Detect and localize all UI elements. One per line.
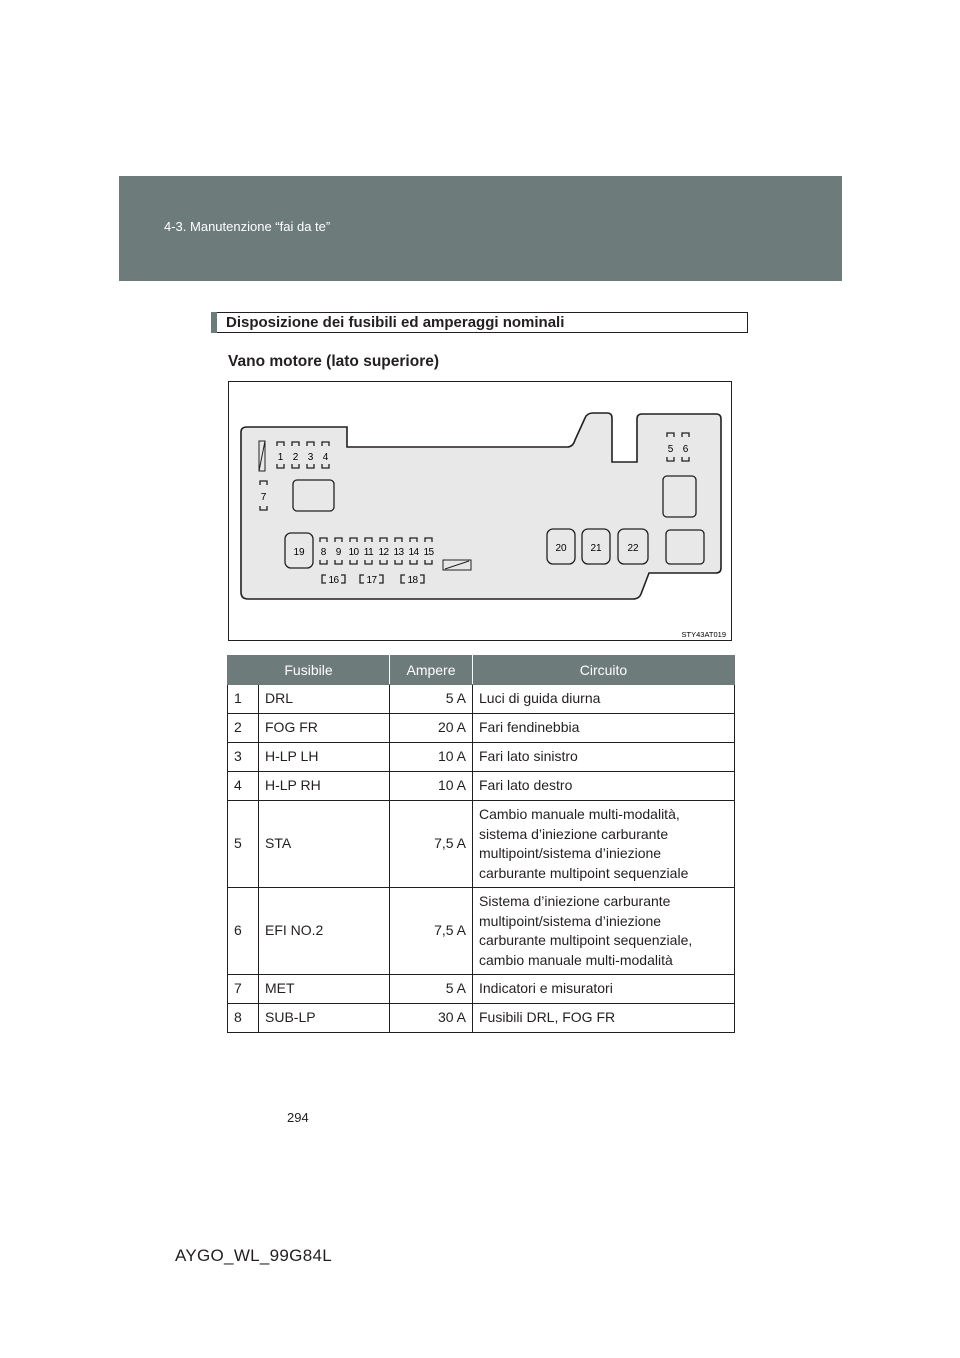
fuse-ampere: 10 A <box>390 743 473 772</box>
table-row <box>228 685 735 714</box>
fuse-circuit <box>473 1004 735 1033</box>
circuit-line: multipoint/sistema d’iniezione <box>479 912 662 929</box>
column-header-circuit: Circuito <box>473 656 735 685</box>
circuit-line: cambio manuale multi-modalità <box>479 951 673 968</box>
fuse-number: 6 <box>228 888 259 975</box>
fuse-number: 2 <box>228 714 259 743</box>
fuse-label-6: 6 <box>682 444 689 455</box>
breadcrumb: 4-3. Manutenzione “fai da te” <box>164 219 331 234</box>
fuse-ampere: 10 A <box>390 772 473 801</box>
fuse-label-11: 11 <box>363 547 374 558</box>
fuse-label-15: 15 <box>423 547 434 558</box>
table-header-row <box>228 656 735 685</box>
fuse-label-4: 4 <box>322 452 329 463</box>
fuse-label-18: 18 <box>407 575 418 586</box>
fuse-name: H-LP LH <box>259 743 390 772</box>
fuse-circuit <box>473 685 735 714</box>
fuse-number: 5 <box>228 801 259 888</box>
circuit-line: multipoint/sistema d’iniezione <box>479 845 662 861</box>
fuse-label-2: 2 <box>292 452 299 463</box>
chapter-header <box>119 176 842 281</box>
fuse-label-17: 17 <box>366 575 377 586</box>
fuse-label-14: 14 <box>408 547 419 558</box>
fuse-number: 4 <box>228 772 259 801</box>
fuse-label-22: 22 <box>627 543 639 554</box>
fuse-name: EFI NO.2 <box>259 888 390 975</box>
figure-code: STY43AT019 <box>681 630 726 639</box>
table-row <box>228 888 735 975</box>
fuse-circuit <box>473 743 735 772</box>
circuit-line: Cambio manuale multi-modalità, <box>479 806 680 822</box>
fuse-ampere: 7,5 A <box>390 801 473 888</box>
page-number: 294 <box>287 1110 309 1125</box>
fuse-label-3: 3 <box>307 452 314 463</box>
fuse-table <box>227 655 735 1033</box>
fuse-number: 1 <box>228 685 259 714</box>
column-header-ampere: Ampere <box>390 656 473 685</box>
fuse-box-housing <box>241 413 721 599</box>
fuse-label-5: 5 <box>667 444 674 455</box>
section-heading-marker <box>211 312 217 333</box>
fuse-ampere: 5 A <box>390 685 473 714</box>
circuit-line: sistema d’iniezione carburante <box>479 825 669 842</box>
circuit-line: Luci di guida diurna <box>479 690 601 707</box>
column-header-fuse: Fusibile <box>228 656 390 685</box>
table-row <box>228 1004 735 1033</box>
fuse-label-12: 12 <box>378 547 389 558</box>
fuse-ampere: 5 A <box>390 975 473 1004</box>
fuse-label-16: 16 <box>328 575 339 586</box>
fuse-circuit <box>473 801 735 888</box>
fuse-label-13: 13 <box>393 547 404 558</box>
circuit-line: Fari lato sinistro <box>479 748 578 765</box>
fuse-label-19: 19 <box>293 547 305 558</box>
fuse-name: DRL <box>259 685 390 714</box>
fuse-label-1: 1 <box>277 452 284 463</box>
fuse-number: 8 <box>228 1004 259 1033</box>
fuse-slot-21 <box>582 529 610 564</box>
section-heading <box>211 312 748 333</box>
circuit-line: Fari fendinebbia <box>479 719 580 736</box>
fuse-label-21: 21 <box>590 543 602 554</box>
fuse-ampere: 20 A <box>390 714 473 743</box>
fuse-label-10: 10 <box>348 547 359 558</box>
table-row <box>228 772 735 801</box>
fuse-circuit <box>473 888 735 975</box>
fuse-label-7: 7 <box>260 492 267 503</box>
table-row <box>228 801 735 888</box>
document-code: AYGO_WL_99G84L <box>175 1246 332 1265</box>
fuse-name: H-LP RH <box>259 772 390 801</box>
fuse-number: 7 <box>228 975 259 1004</box>
fuse-box-diagram <box>228 381 732 641</box>
fuse-slot-19 <box>285 533 313 568</box>
circuit-line: Indicatori e misuratori <box>479 980 613 997</box>
fuse-number: 3 <box>228 743 259 772</box>
fuse-name: STA <box>259 801 390 888</box>
fuse-label-8: 8 <box>320 547 327 558</box>
section-heading-text: Disposizione dei fusibili ed amperaggi nominali <box>226 314 565 331</box>
fuse-slot-22 <box>618 529 648 564</box>
table-row <box>228 743 735 772</box>
fuse-ampere: 7,5 A <box>390 888 473 975</box>
circuit-line: Sistema d’iniezione carburante <box>479 893 671 909</box>
circuit-line: Fusibili DRL, FOG FR <box>479 1009 616 1026</box>
table-row <box>228 975 735 1004</box>
circuit-line: carburante multipoint sequenziale <box>479 864 689 881</box>
fuse-name: MET <box>259 975 390 1004</box>
fuse-circuit <box>473 975 735 1004</box>
fuse-ampere: 30 A <box>390 1004 473 1033</box>
fuse-name: FOG FR <box>259 714 390 743</box>
fuse-slot-20 <box>547 529 575 564</box>
fuse-label-20: 20 <box>555 543 567 554</box>
diagram-subtitle: Vano motore (lato superiore) <box>228 353 440 370</box>
circuit-line: carburante multipoint sequenziale, <box>479 932 693 948</box>
table-row <box>228 714 735 743</box>
fuse-name: SUB-LP <box>259 1004 390 1033</box>
circuit-line: Fari lato destro <box>479 777 573 794</box>
fuse-circuit <box>473 772 735 801</box>
fuse-label-9: 9 <box>335 547 342 558</box>
fuse-circuit <box>473 714 735 743</box>
fuse-box-svg <box>229 382 733 642</box>
